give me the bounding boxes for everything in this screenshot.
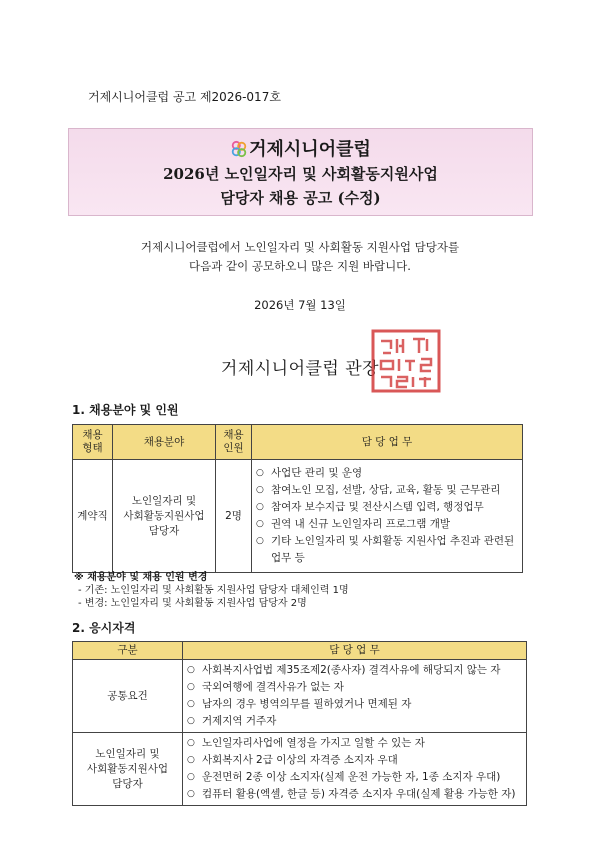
cell-type: 계약직 — [73, 460, 113, 573]
duty-item: ○ 참여자 보수지급 및 전산시스템 입력, 행정업무 — [256, 499, 518, 516]
qual-list-manager — [187, 735, 522, 803]
qual-item: ○ 사회복지사업법 제35조제2(종사자) 결격사유에 해당되지 않는 자 — [187, 662, 522, 679]
qual-item: ○ 국외여행에 결격사유가 없는 자 — [187, 679, 522, 696]
duty-item: ○ 사업단 관리 및 운영 — [256, 465, 518, 482]
qual-item: ○ 운전면허 2종 이상 소지자(실제 운전 가능한 자, 1종 소지자 우대) — [187, 769, 522, 786]
title-line2: 2026년 노인일자리 및 사회활동지원사업 — [163, 165, 438, 183]
official-seal-stamp — [369, 327, 443, 395]
qual-list-common — [187, 662, 522, 730]
notice-number: 거제시니어클럽 공고 제2026-017호 — [88, 90, 281, 104]
cell-qual-manager — [183, 733, 527, 806]
header-qual-duties: 담 당 업 무 — [183, 642, 527, 660]
header-category: 구분 — [73, 642, 183, 660]
intro-line-1: 거제시니어클럽에서 노인일자리 및 사회활동 지원사업 담당자를 — [140, 240, 460, 254]
signature: 거제시니어클럽 관장 — [220, 359, 380, 379]
cell-field: 노인일자리 및 사회활동지원사업 담당자 — [113, 460, 216, 573]
intro-line-2: 다음과 같이 공모하오니 많은 지원 바랍니다. — [189, 259, 411, 273]
title-org: 거제시니어클럽 — [249, 139, 371, 160]
cell-duties — [252, 460, 523, 573]
cell-count: 2명 — [216, 460, 252, 573]
notice-date: 2026년 7월 13일 — [254, 298, 346, 312]
header-type: 채용 형태 — [73, 425, 113, 460]
section2-heading: 2. 응시자격 — [72, 621, 136, 635]
header-duties: 담 당 업 무 — [252, 425, 523, 460]
title-line3: 담당자 채용 공고 (수정) — [220, 189, 381, 207]
recruitment-header-row — [73, 425, 523, 460]
cell-qual-common — [183, 660, 527, 733]
cell-category-common: 공통요건 — [73, 660, 183, 733]
qualification-table — [72, 641, 527, 806]
qual-item: ○ 노인일자리사업에 열정을 가지고 일할 수 있는 자 — [187, 735, 522, 752]
qualification-header-row — [73, 642, 527, 660]
duty-item: ○ 기타 노인일자리 및 사회활동 지원사업 추진과 관련된 업무 등 — [256, 533, 518, 567]
qual-item: ○ 남자의 경우 병역의무를 필하였거나 면제된 자 — [187, 696, 522, 713]
title-org-line — [69, 135, 532, 161]
qualification-row-manager — [73, 733, 527, 806]
header-count: 채용 인원 — [216, 425, 252, 460]
change-note-before: - 기존: 노인일자리 및 사회활동 지원사업 담당자 대체인력 1명 — [78, 585, 349, 596]
header-field: 채용분야 — [113, 425, 216, 460]
section1-heading: 1. 채용분야 및 인원 — [72, 403, 179, 417]
recruitment-row — [73, 460, 523, 573]
org-logo-icon — [230, 140, 248, 158]
change-note-heading: ※ 채용분야 및 채용 인원 변경 — [74, 572, 208, 583]
qual-item: ○ 컴퓨터 활용(엑셀, 한글 등) 자격증 소지자 우대(실제 활용 가능한 자) — [187, 786, 522, 803]
title-box — [68, 128, 533, 216]
cell-category-manager: 노인일자리 및 사회활동지원사업 담당자 — [73, 733, 183, 806]
duty-item: ○ 권역 내 신규 노인일자리 프로그램 개발 — [256, 516, 518, 533]
duty-item: ○ 참여노인 모집, 선발, 상담, 교육, 활동 및 근무관리 — [256, 482, 518, 499]
recruitment-table — [72, 424, 523, 573]
change-note-after: - 변경: 노인일자리 및 사회활동 지원사업 담당자 2명 — [78, 598, 307, 609]
qual-item: ○ 사회복지사 2급 이상의 자격증 소지자 우대 — [187, 752, 522, 769]
duties-list — [256, 465, 518, 567]
qual-item: ○ 거제지역 거주자 — [187, 713, 522, 730]
change-notes — [74, 571, 349, 610]
qualification-row-common — [73, 660, 527, 733]
